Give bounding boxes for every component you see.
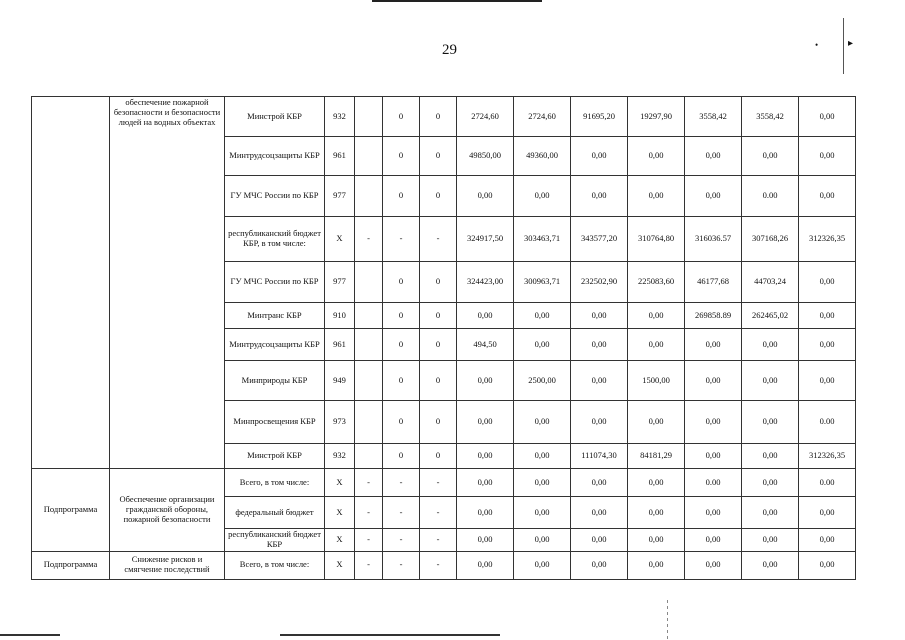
cell-v2: 49360,00 — [514, 137, 571, 176]
cell-v7: 0,00 — [799, 137, 856, 176]
cell-c3: 0 — [383, 303, 420, 329]
cell-v1: 0,00 — [457, 401, 514, 444]
cell-v7: 0,00 — [799, 176, 856, 217]
cell-v3: 232502,90 — [571, 262, 628, 303]
cell-owner: Минтрудсоцзащиты КБР — [225, 137, 325, 176]
cell-c2 — [355, 329, 383, 361]
cell-v1: 0,00 — [457, 361, 514, 401]
cell-c2: - — [355, 217, 383, 262]
cell-v7: 0,00 — [799, 529, 856, 552]
cell-c4: - — [420, 497, 457, 529]
cell-c3: 0 — [383, 361, 420, 401]
cell-c2: - — [355, 469, 383, 497]
cell-c2 — [355, 361, 383, 401]
cell-v5: 0,00 — [685, 497, 742, 529]
cell-v6: 0,00 — [742, 529, 799, 552]
cell-owner: ГУ МЧС России по КБР — [225, 176, 325, 217]
cell-v2: 0,00 — [514, 176, 571, 217]
cell-v5: 46177,68 — [685, 262, 742, 303]
cell-v1: 0,00 — [457, 551, 514, 579]
cell-c4: - — [420, 217, 457, 262]
cell-c3: 0 — [383, 329, 420, 361]
cell-v6: 3558,42 — [742, 97, 799, 137]
cell-c3: - — [383, 217, 420, 262]
cell-v5: 3558,42 — [685, 97, 742, 137]
cell-c3: 0 — [383, 176, 420, 217]
cell-code: X — [325, 551, 355, 579]
cell-v7: 312326,35 — [799, 444, 856, 469]
cell-v3: 0,00 — [571, 401, 628, 444]
cell-v2: 0,00 — [514, 303, 571, 329]
subprogram-name: Обеспечение организации гражданской обороны, пожарной безопасности — [110, 469, 225, 552]
cell-v1: 0,00 — [457, 176, 514, 217]
cell-code: X — [325, 529, 355, 552]
cell-v7: 0,00 — [799, 329, 856, 361]
cell-v6: 0,00 — [742, 497, 799, 529]
cell-v1: 0,00 — [457, 303, 514, 329]
cell-v3: 91695,20 — [571, 97, 628, 137]
cell-v1: 2724,60 — [457, 97, 514, 137]
cell-code: 961 — [325, 137, 355, 176]
cell-v4: 0,00 — [628, 329, 685, 361]
cell-v4: 0,00 — [628, 137, 685, 176]
cell-v6: 0,00 — [742, 444, 799, 469]
cell-v4: 0,00 — [628, 551, 685, 579]
scan-fragment — [0, 634, 60, 636]
cell-v3: 0,00 — [571, 137, 628, 176]
cell-code: 910 — [325, 303, 355, 329]
cell-v5: 316036.57 — [685, 217, 742, 262]
cell-v7: 0.00 — [799, 469, 856, 497]
cell-c4: 0 — [420, 303, 457, 329]
top-rule — [372, 0, 542, 2]
cell-v3: 343577,20 — [571, 217, 628, 262]
cell-owner: республиканский бюджет КБР, в том числе: — [225, 217, 325, 262]
cell-v5: 269858.89 — [685, 303, 742, 329]
cell-c2: - — [355, 497, 383, 529]
table-row — [32, 551, 856, 579]
scan-dash — [667, 600, 668, 640]
cell-c4: 0 — [420, 176, 457, 217]
cell-v5: 0,00 — [685, 401, 742, 444]
cell-c2 — [355, 444, 383, 469]
cell-v5: 0,00 — [685, 329, 742, 361]
cell-v2: 2724,60 — [514, 97, 571, 137]
cell-v6: 0,00 — [742, 137, 799, 176]
cell-c2 — [355, 176, 383, 217]
cell-v4: 0,00 — [628, 176, 685, 217]
scan-mark: • — [815, 40, 819, 50]
cell-v2: 2500,00 — [514, 361, 571, 401]
cell-v3: 0,00 — [571, 551, 628, 579]
cell-owner: Минстрой КБР — [225, 444, 325, 469]
cell-code: 932 — [325, 97, 355, 137]
cell-v2: 0,00 — [514, 551, 571, 579]
cell-c3: 0 — [383, 262, 420, 303]
cell-owner: ГУ МЧС России по КБР — [225, 262, 325, 303]
cell-v4: 0,00 — [628, 469, 685, 497]
cell-c4: 0 — [420, 97, 457, 137]
cell-v3: 0,00 — [571, 529, 628, 552]
table-row — [32, 97, 856, 137]
cell-v6: 0,00 — [742, 469, 799, 497]
cell-owner: Всего, в том числе: — [225, 469, 325, 497]
table-row — [32, 469, 856, 497]
cell-c4: 0 — [420, 444, 457, 469]
cell-c3: - — [383, 551, 420, 579]
scan-fragment — [280, 634, 500, 636]
cell-code: 973 — [325, 401, 355, 444]
cell-c3: - — [383, 529, 420, 552]
cell-code: 961 — [325, 329, 355, 361]
cell-owner: федеральный бюджет — [225, 497, 325, 529]
cell-c2 — [355, 137, 383, 176]
cell-c2 — [355, 303, 383, 329]
cell-c2: - — [355, 551, 383, 579]
cell-code: 977 — [325, 262, 355, 303]
cell-c4: 0 — [420, 329, 457, 361]
page-number: 29 — [442, 42, 457, 58]
cell-c3: 0 — [383, 444, 420, 469]
cell-v2: 303463,71 — [514, 217, 571, 262]
cell-c4: 0 — [420, 361, 457, 401]
cell-c3: - — [383, 497, 420, 529]
cell-v3: 111074,30 — [571, 444, 628, 469]
cell-v4: 0,00 — [628, 303, 685, 329]
cell-v6: 0,00 — [742, 551, 799, 579]
cell-v3: 0,00 — [571, 176, 628, 217]
cell-owner: Минпросвещения КБР — [225, 401, 325, 444]
cell-v7: 0,00 — [799, 361, 856, 401]
cell-v7: 0,00 — [799, 497, 856, 529]
cell-v4: 0,00 — [628, 401, 685, 444]
subprogram-name: Снижение рисков и смягчение последствий — [110, 551, 225, 579]
cell-v4: 19297,90 — [628, 97, 685, 137]
cell-code: X — [325, 497, 355, 529]
cell-c3: - — [383, 469, 420, 497]
cell-c3: 0 — [383, 97, 420, 137]
cell-v5: 0,00 — [685, 444, 742, 469]
cell-c2 — [355, 401, 383, 444]
cell-owner: Всего, в том числе: — [225, 551, 325, 579]
cell-v2: 300963,71 — [514, 262, 571, 303]
cell-v1: 0,00 — [457, 497, 514, 529]
subprogram-label: Подпрограмма — [32, 551, 110, 579]
cell-owner: Минстрой КБР — [225, 97, 325, 137]
cell-v2: 0,00 — [514, 329, 571, 361]
cell-v4: 0,00 — [628, 497, 685, 529]
cell-v4: 1500,00 — [628, 361, 685, 401]
cell-c4: 0 — [420, 401, 457, 444]
cell-c2: - — [355, 529, 383, 552]
cell-c4: - — [420, 551, 457, 579]
cell-v3: 0,00 — [571, 329, 628, 361]
cell-v1: 494,50 — [457, 329, 514, 361]
cell-v3: 0,00 — [571, 497, 628, 529]
cell-c2 — [355, 97, 383, 137]
cell-code: X — [325, 217, 355, 262]
cell-c4: 0 — [420, 137, 457, 176]
cell-v6: 0,00 — [742, 401, 799, 444]
cell-v5: 0,00 — [685, 176, 742, 217]
cell-v2: 0,00 — [514, 401, 571, 444]
cell-code: X — [325, 469, 355, 497]
cell-c3: 0 — [383, 401, 420, 444]
cell-v5: 0,00 — [685, 551, 742, 579]
scan-line — [843, 18, 844, 74]
cell-v7: 0,00 — [799, 551, 856, 579]
cell-v6: 0.00 — [742, 176, 799, 217]
cell-v5: 0,00 — [685, 137, 742, 176]
cell-v7: 0,00 — [799, 97, 856, 137]
cell-v7: 0.00 — [799, 401, 856, 444]
cell-v2: 0,00 — [514, 497, 571, 529]
cell-v7: 0,00 — [799, 262, 856, 303]
cell-v2: 0,00 — [514, 469, 571, 497]
cell-v1: 324423,00 — [457, 262, 514, 303]
subprogram-label: Подпрограмма — [32, 469, 110, 552]
cell-code: 949 — [325, 361, 355, 401]
cell-v7: 312326,35 — [799, 217, 856, 262]
cell-v6: 44703,24 — [742, 262, 799, 303]
cell-v4: 0,00 — [628, 529, 685, 552]
cell-v6: 0,00 — [742, 361, 799, 401]
cell-v2: 0,00 — [514, 529, 571, 552]
cell-c3: 0 — [383, 137, 420, 176]
cell-v6: 0,00 — [742, 329, 799, 361]
cell-v4: 84181,29 — [628, 444, 685, 469]
cell-v5: 0,00 — [685, 361, 742, 401]
cell-owner: республиканский бюджет КБР — [225, 529, 325, 552]
cell-c4: 0 — [420, 262, 457, 303]
cell-owner: Минприроды КБР — [225, 361, 325, 401]
cell-v5: 0,00 — [685, 529, 742, 552]
cell-v7: 0,00 — [799, 303, 856, 329]
cell-v4: 225083,60 — [628, 262, 685, 303]
section-name: обеспечение пожарной безопасности и безопасности людей на водных объектах — [110, 97, 225, 469]
section-cell — [32, 97, 110, 469]
cell-v4: 310764,80 — [628, 217, 685, 262]
cell-v3: 0,00 — [571, 303, 628, 329]
cell-c2 — [355, 262, 383, 303]
cell-v1: 0,00 — [457, 469, 514, 497]
cell-v1: 0,00 — [457, 444, 514, 469]
cell-v3: 0,00 — [571, 469, 628, 497]
cell-v1: 0,00 — [457, 529, 514, 552]
cell-v5: 0.00 — [685, 469, 742, 497]
cell-v1: 49850,00 — [457, 137, 514, 176]
cell-v3: 0,00 — [571, 361, 628, 401]
cell-owner: Минтрудсоцзащиты КБР — [225, 329, 325, 361]
cell-v2: 0,00 — [514, 444, 571, 469]
scan-mark-arrow: ▸ — [848, 38, 854, 49]
cell-v6: 307168,26 — [742, 217, 799, 262]
cell-c4: - — [420, 529, 457, 552]
cell-owner: Минтранс КБР — [225, 303, 325, 329]
cell-v1: 324917,50 — [457, 217, 514, 262]
cell-v6: 262465,02 — [742, 303, 799, 329]
budget-table — [31, 96, 856, 580]
cell-code: 977 — [325, 176, 355, 217]
cell-code: 932 — [325, 444, 355, 469]
cell-c4: - — [420, 469, 457, 497]
